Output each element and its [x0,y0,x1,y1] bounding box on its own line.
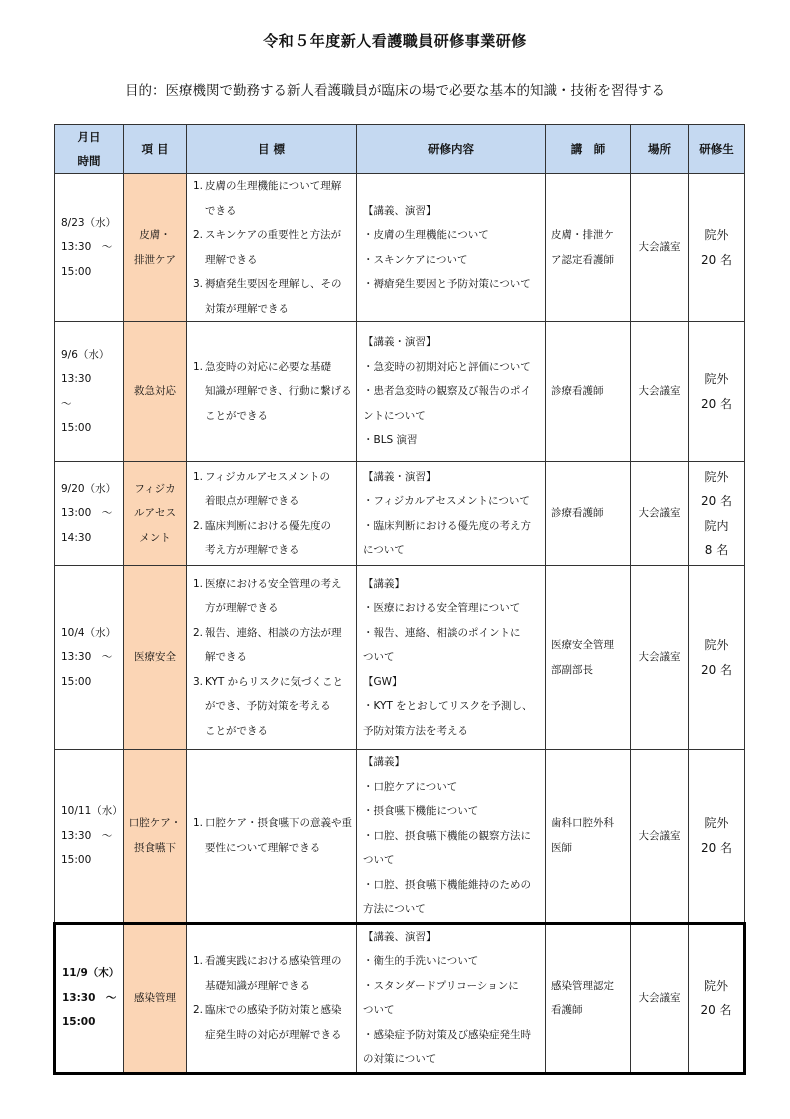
content-line: ・口腔、摂食嚥下機能の観察方法に [363,829,531,842]
item-line: ルアセス [134,507,176,520]
content-line: ・KYT をとおしてリスクを予測し、 [363,700,533,713]
date-time-cell [55,923,124,1073]
content-line: ・フィジカルアセスメントについて [363,495,530,507]
goal-item [193,621,352,670]
content-line: ・急変時の初期対応と評価について [363,360,531,373]
trainee-line: 院外 [704,372,729,386]
lecturer-line: 医師 [551,841,572,854]
goal-line: 臨床判断における優先度の [205,519,331,532]
goal-item [193,670,352,744]
goal-line: 知識が理解でき、行動に繋げる [205,385,352,398]
trainee-line: 院外 [704,816,729,831]
goal-number: 1. [193,180,204,192]
content-line: ついて [363,1004,395,1016]
content-line: 【GW】 [363,675,403,688]
training-schedule-table [53,124,746,1075]
goal-cell [187,923,357,1073]
header-trainee: 研修生 [689,125,745,174]
lecturer-cell [546,750,631,924]
lecturer-line: 診療看護師 [551,385,604,398]
goal-text [205,223,352,272]
goal-cell [187,566,357,750]
table-header-row [55,125,745,174]
content-line: 【講義、演習】 [363,930,437,943]
goal-line: 症発生時の対応が理解できる [205,1028,342,1041]
goal-text [205,572,352,621]
goal-item [193,572,352,621]
goal-line: ができ、予防対策を考える [205,700,331,713]
item-cell [124,462,187,566]
goal-line: 報告、連絡、相談の方法が理 [205,626,342,639]
goal-text [205,998,352,1047]
trainee-line: 院外 [703,978,728,993]
table-row [55,322,745,462]
date-time-line: 13:00 ～ [61,507,113,520]
trainee-line: 院外 [704,228,729,242]
table-row [55,174,745,322]
goal-number: 1. [193,360,204,373]
date-time-line: 15:00 [61,675,92,688]
goal-number: 2. [193,1004,204,1016]
content-line: ついて [363,854,395,866]
content-cell [357,174,546,322]
goal-item [193,223,352,272]
goal-text [205,174,352,223]
trainee-cell [689,750,745,924]
goal-text [205,621,352,670]
goal-item [193,465,352,514]
item-line: 排泄ケア [134,253,176,266]
content-line: 【講義、演習】 [363,204,437,217]
goal-number: 1. [193,577,204,590]
content-line: ・感染症予防対策及び感染症発生時 [363,1028,531,1041]
content-line: の対策について [363,1053,437,1065]
date-time-line: 13:30 ～ [62,991,117,1004]
trainee-line: 院外 [704,469,729,484]
content-line: 【講義】 [363,756,405,768]
header-date-line: 月日 [77,130,101,144]
content-cell [357,750,546,924]
goal-text [205,670,352,744]
content-line: ・スタンダードプリコーションに [363,979,519,992]
header-time-line: 時間 [77,154,101,168]
lecturer-line: 医療安全管理 [551,639,614,651]
date-time-line: 13:30 ～ [61,651,113,664]
item-line: 医療安全 [134,651,176,664]
item-cell [124,174,187,322]
goal-text [205,514,352,563]
date-time-line: 9/20（水） [61,482,117,495]
page-title: 令和５年度新人看護職員研修事業研修 [263,32,527,50]
content-line: 【講義】 [363,577,405,590]
lecturer-cell [546,923,631,1073]
venue-cell: 大会議室 [631,750,689,924]
table-row [55,566,745,750]
date-time-line: 10/11（水） [61,805,123,817]
lecturer-line: 感染管理認定 [551,979,614,992]
header-goal: 目 標 [187,125,357,174]
goal-cell [187,174,357,322]
goal-line: 着眼点が理解できる [205,495,300,507]
header-content: 研修内容 [357,125,546,174]
goal-line: ことができる [205,409,268,422]
goal-text [205,272,352,321]
goal-line: 口腔ケア・摂食嚥下の意義や重 [205,817,352,830]
header-date [55,125,124,174]
goal-line: KYT からリスクに気づくこと [205,675,343,688]
header-venue: 場所 [631,125,689,174]
goal-cell [187,462,357,566]
goal-item [193,998,352,1047]
trainee-line: 8 名 [704,543,729,557]
table-row [55,923,745,1073]
item-line: フィジカ [134,482,176,495]
date-time-line: 13:30 ～ [61,241,113,254]
venue-cell: 大会議室 [631,322,689,462]
trainee-line: 院内 [704,518,729,533]
goal-line: ことができる [205,724,268,737]
date-time-line: 10/4（水） [61,626,117,639]
content-cell [357,322,546,462]
content-line: について [363,544,405,556]
goal-line: フィジカルアセスメントの [205,470,331,483]
goal-line: 解できる [205,651,247,664]
goal-item [193,174,352,223]
trainee-cell [689,566,745,750]
trainee-line: 20 名 [700,494,733,508]
lecturer-line: 部副部長 [551,663,593,676]
date-time-cell [55,174,124,322]
goal-line: スキンケアの重要性と方法が [205,229,342,241]
date-time-cell [55,322,124,462]
trainee-cell [689,322,745,462]
date-time-line: 13:30 ～ [61,829,113,842]
table-row [55,750,745,924]
goal-number: 2. [193,519,204,532]
date-time-cell [55,750,124,924]
date-time-line: 8/23（水） [61,216,117,229]
goal-item [193,355,352,429]
goal-line: 理解できる [205,253,258,266]
content-line: ントについて [363,409,426,422]
date-time-line: 15:00 [61,854,92,866]
trainee-line: 20 名 [700,840,733,855]
purpose-statement: 目的：医療機関で勤務する新人看護職員が臨床の場で必要な基本的知識・技術を習得する [125,83,665,99]
item-cell [124,322,187,462]
date-time-line: 15:00 [61,265,92,278]
lecturer-line: 看護師 [551,1004,583,1016]
item-cell [124,923,187,1073]
goal-item [193,272,352,321]
goal-line: 対策が理解できる [205,302,289,315]
venue-cell: 大会議室 [631,923,689,1073]
lecturer-line: 歯科口腔外科 [551,817,614,830]
content-line: 予防対策方法を考える [363,724,468,737]
item-cell [124,750,187,924]
goal-number: 2. [193,229,204,241]
date-time-line: 9/6（水） [61,348,110,361]
venue-cell: 大会議室 [631,462,689,566]
lecturer-cell [546,566,631,750]
goal-line: 皮膚の生理機能について理解 [205,180,342,192]
content-line: ・褥瘡発生要因と予防対策について [363,278,531,290]
goal-cell [187,750,357,924]
trainee-line: 20 名 [700,396,733,411]
item-line: 皮膚・ [139,229,171,241]
content-line: 【講義・演習】 [363,336,437,349]
item-line: 感染管理 [134,991,176,1004]
trainee-line: 20 名 [700,1003,732,1017]
trainee-line: 20 名 [700,252,733,267]
content-line: ・衛生的手洗いについて [363,955,479,967]
goal-number: 2. [193,626,204,639]
lecturer-line: 診療看護師 [551,507,604,520]
venue-cell: 大会議室 [631,174,689,322]
goal-line: 褥瘡発生要因を理解し、その [205,278,342,290]
content-line: ・BLS 演習 [363,434,418,447]
trainee-cell [689,923,745,1073]
venue-cell: 大会議室 [631,566,689,750]
trainee-line: 院外 [704,638,729,652]
date-time-line: 14:30 [61,531,92,544]
goal-text [205,811,352,860]
lecturer-cell [546,462,631,566]
goal-item [193,811,352,860]
date-time-cell [55,462,124,566]
content-line: ・皮膚の生理機能について [363,229,489,241]
content-line: ・スキンケアについて [363,253,468,266]
goal-line: 基礎知識が理解できる [205,979,310,992]
content-cell [357,462,546,566]
content-line: ・報告、連絡、相談のポイントに [363,626,521,639]
header-item: 項 目 [124,125,187,174]
goal-line: 看護実践における感染管理の [205,955,342,967]
content-line: 【講義・演習】 [363,470,437,483]
content-line: ついて [363,651,395,664]
lecturer-line: ア認定看護師 [551,253,614,266]
goal-line: できる [205,204,237,217]
goal-item [193,514,352,563]
item-line: メント [139,531,171,544]
date-time-line: 15:00 [61,422,92,434]
date-time-line: 13:30 ～ [61,373,113,410]
content-cell [357,923,546,1073]
content-cell [357,566,546,750]
goal-line: 要性について理解できる [205,841,321,854]
goal-line: 考え方が理解できる [205,544,300,556]
lecturer-cell [546,174,631,322]
trainee-cell [689,462,745,566]
trainee-line: 20 名 [700,662,733,677]
goal-number: 1. [193,817,204,830]
content-line: ・医療における安全管理について [363,602,521,615]
goal-number: 1. [193,955,204,967]
date-time-line: 11/9（木） [62,967,120,980]
header-lecturer: 講 師 [546,125,631,174]
goal-text [205,355,352,429]
goal-line: 医療における安全管理の考え [205,577,342,590]
content-line: ・口腔ケアについて [363,780,458,793]
date-time-cell [55,566,124,750]
content-line: ・口腔、摂食嚥下機能維持のための [363,878,531,891]
item-cell [124,566,187,750]
content-line: ・臨床判断における優先度の考え方 [363,519,531,532]
item-line: 摂食嚥下 [134,841,176,854]
goal-line: 臨床での感染予防対策と感染 [205,1004,342,1016]
goal-item [193,949,352,998]
lecturer-cell [546,322,631,462]
content-line: ・摂食嚥下機能について [363,805,479,817]
goal-number: 3. [193,278,204,290]
content-line: 方法について [363,903,426,915]
content-line: ・患者急変時の観察及び報告のポイ [363,385,531,398]
date-time-line: 15:00 [62,1016,96,1029]
lecturer-line: 皮膚・排泄ケ [551,229,614,241]
trainee-cell [689,174,745,322]
goal-line: 方が理解できる [205,602,279,615]
goal-text [205,465,352,514]
goal-line: 急変時の対応に必要な基礎 [205,360,331,373]
goal-cell [187,322,357,462]
table-row [55,462,745,566]
goal-number: 1. [193,470,204,483]
item-line: 口腔ケア・ [128,817,182,830]
goal-number: 3. [193,675,204,688]
goal-text [205,949,352,998]
item-line: 救急対応 [134,385,176,398]
